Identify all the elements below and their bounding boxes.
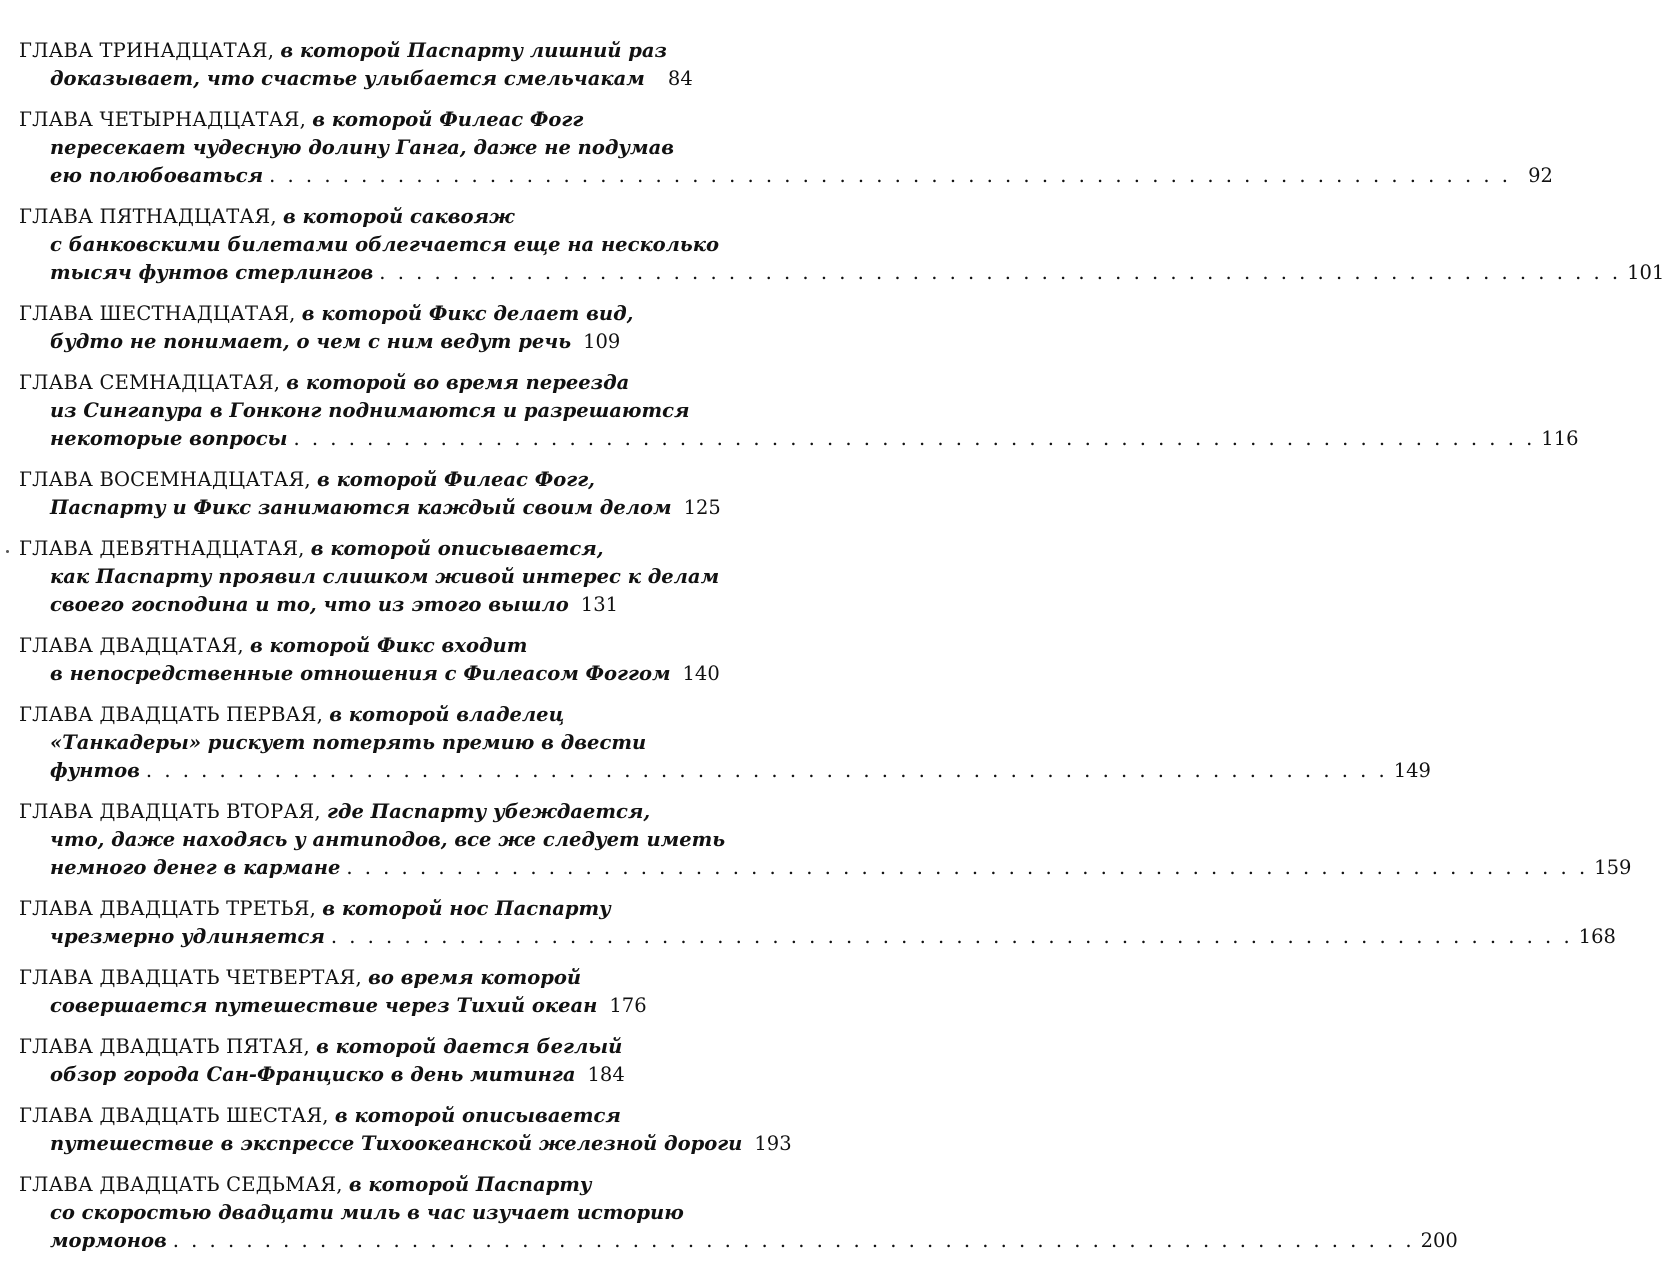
toc-line: [19, 425, 1579, 453]
toc-line: [19, 992, 647, 1020]
toc-line: [19, 964, 595, 992]
page-number: 92: [1528, 164, 1553, 187]
page-number: 101: [1627, 261, 1664, 284]
page-number: 109: [583, 330, 621, 353]
chapter-title: ГЛАВА СЕМНАДЦАТАЯ,: [19, 371, 281, 394]
chapter-title: ГЛАВА ДВАДЦАТЬ ПЯТАЯ,: [19, 1035, 310, 1058]
toc-line: [19, 563, 720, 591]
dot-leader: [269, 162, 1511, 190]
dot-leader: [294, 425, 1536, 453]
chapter-description: Паспарту и Фикс занимаются каждый своим делом: [50, 496, 672, 519]
chapter-title: ГЛАВА ДЕВЯТНАДЦАТАЯ,: [19, 537, 305, 560]
toc-line: [19, 895, 611, 923]
toc-entry: [19, 1033, 625, 1089]
chapter-title: ГЛАВА ДВАДЦАТЬ ТРЕТЬЯ,: [19, 897, 317, 920]
chapter-description: чрезмерно удлиняется: [50, 925, 325, 948]
page-number: 125: [683, 496, 721, 519]
toc-line: [19, 203, 595, 231]
chapter-description: как Паспарту проявил слишком живой интерес к делам: [50, 565, 720, 588]
toc-line: [19, 632, 595, 660]
chapter-title: ГЛАВА ДВАДЦАТЬ ПЕРВАЯ,: [19, 703, 323, 726]
toc-line: [19, 466, 595, 494]
chapter-title: ГЛАВА ВОСЕМНАДЦАТАЯ,: [19, 468, 311, 491]
toc-entry: [19, 203, 1664, 287]
chapter-description: в которой владелец: [329, 703, 565, 726]
toc-entry: [19, 300, 634, 356]
dot-leader: [379, 259, 1621, 287]
chapter-description: где Паспарту убеждается,: [326, 800, 651, 823]
chapter-title: ГЛАВА ТРИНАДЦАТАЯ,: [19, 39, 275, 62]
chapter-title: ГЛАВА ДВАДЦАТЬ ЧЕТВЕРТАЯ,: [19, 966, 362, 989]
chapter-description: совершается путешествие через Тихий океан: [50, 994, 598, 1017]
chapter-description: в которой во время переезда: [286, 371, 630, 394]
toc-line: [19, 1227, 1458, 1255]
chapter-title: ГЛАВА ДВАДЦАТЬ ШЕСТАЯ,: [19, 1104, 329, 1127]
table-of-contents: [19, 0, 1664, 1268]
chapter-description: в которой описывается,: [310, 537, 604, 560]
chapter-description: с банковскими билетами облегчается еще на несколько: [50, 233, 719, 256]
toc-line: [19, 37, 667, 65]
page-number: 176: [609, 994, 647, 1017]
page-number: 193: [754, 1132, 792, 1155]
toc-entry: [19, 37, 693, 93]
chapter-title: ГЛАВА ПЯТНАДЦАТАЯ,: [19, 205, 277, 228]
toc-line: [19, 231, 719, 259]
chapter-title: ГЛАВА ДВАДЦАТАЯ,: [19, 634, 244, 657]
page-number: 131: [580, 593, 619, 616]
chapter-description: в которой описывается: [334, 1104, 621, 1127]
toc-entry: [19, 895, 1616, 951]
toc-line: [19, 162, 1553, 190]
chapter-description: в которой Фикс делает вид,: [301, 302, 634, 325]
chapter-description: немного денег в кармане: [50, 856, 341, 879]
toc-line: [19, 923, 1616, 951]
toc-line: [19, 328, 621, 356]
chapter-description: из Сингапура в Гонконг поднимаются и разрешаются: [50, 399, 690, 422]
chapter-title: ГЛАВА ШЕСТНАДЦАТАЯ,: [19, 302, 296, 325]
chapter-description: доказывает, что счастье улыбается смельчакам: [50, 67, 645, 90]
toc-line: [19, 660, 720, 688]
chapter-description: тысяч фунтов стерлингов: [50, 261, 374, 284]
toc-line: [19, 535, 604, 563]
page-number: 168: [1578, 925, 1616, 948]
chapter-description: в непосредственные отношения с Филеасом Фоггом: [50, 662, 671, 685]
chapter-description: путешествие в экспрессе Тихоокеанской железной дороги: [50, 1132, 743, 1155]
dot-leader: [346, 854, 1588, 882]
page-number: 159: [1594, 856, 1632, 879]
toc-line: [19, 757, 1431, 785]
toc-line: [19, 1061, 625, 1089]
toc-entry: [19, 964, 647, 1020]
page-number: 116: [1541, 427, 1579, 450]
toc-line: [19, 397, 690, 425]
chapter-title: ГЛАВА ЧЕТЫРНАДЦАТАЯ,: [19, 108, 306, 131]
toc-line: [19, 1102, 621, 1130]
toc-line: [19, 798, 651, 826]
toc-line: [19, 826, 726, 854]
chapter-description: в которой дается беглый: [316, 1035, 623, 1058]
toc-line: [19, 1171, 595, 1199]
toc-entry: [19, 1171, 1458, 1255]
toc-line: [19, 134, 675, 162]
toc-entry: [19, 1102, 792, 1158]
toc-entry: [19, 632, 720, 688]
chapter-description: обзор города Сан-Франциско в день митинга: [50, 1063, 576, 1086]
chapter-title: ГЛАВА ДВАДЦАТЬ СЕДЬМАЯ,: [19, 1173, 343, 1196]
page-number: 84: [667, 67, 693, 90]
chapter-description: будто не понимает, о чем с ним ведут речь: [50, 330, 572, 353]
toc-line: [19, 701, 595, 729]
toc-line: [19, 1130, 792, 1158]
toc-line: [19, 65, 693, 93]
chapter-description: со скоростью двадцати миль в час изучает историю: [50, 1201, 684, 1224]
toc-entry: [19, 466, 721, 522]
toc-line: [19, 369, 630, 397]
chapter-description: что, даже находясь у антиподов, все же следует иметь: [50, 828, 726, 851]
dot-leader: [146, 757, 1388, 785]
toc-entry: [19, 106, 1553, 190]
page-number: 140: [682, 662, 720, 685]
chapter-description: своего господина и то, что из этого вышло: [50, 593, 569, 616]
print-speck: [6, 550, 9, 553]
chapter-description: в которой Паспарту лишний раз: [280, 39, 667, 62]
page-number: 200: [1420, 1229, 1458, 1252]
toc-line: [19, 106, 595, 134]
toc-line: [19, 729, 647, 757]
chapter-description: в которой Филеас Фогг: [312, 108, 584, 131]
chapter-description: ею полюбоваться: [50, 164, 264, 187]
toc-entry: [19, 701, 1431, 785]
chapter-description: в которой Филеас Фогг,: [317, 468, 595, 491]
page-number: 149: [1393, 759, 1431, 782]
toc-line: [19, 494, 721, 522]
chapter-description: в которой саквояж: [282, 205, 515, 228]
chapter-title: ГЛАВА ДВАДЦАТЬ ВТОРАЯ,: [19, 800, 321, 823]
dot-leader: [173, 1227, 1415, 1255]
toc-line: [19, 300, 634, 328]
toc-entry: [19, 369, 1579, 453]
chapter-description: пересекает чудесную долину Ганга, даже не подумав: [50, 136, 675, 159]
toc-line: [19, 259, 1664, 287]
chapter-description: в которой Фикс входит: [249, 634, 528, 657]
chapter-description: мормонов: [50, 1229, 167, 1252]
toc-line: [19, 591, 619, 619]
toc-line: [19, 1199, 684, 1227]
toc-entry: [19, 798, 1632, 882]
page-number: 184: [587, 1063, 625, 1086]
dot-leader: [331, 923, 1573, 951]
toc-line: [19, 854, 1632, 882]
chapter-description: некоторые вопросы: [50, 427, 288, 450]
chapter-description: в которой нос Паспарту: [322, 897, 611, 920]
toc-entry: [19, 535, 720, 619]
chapter-description: фунтов: [50, 759, 140, 782]
chapter-description: во время которой: [368, 966, 582, 989]
chapter-description: в которой Паспарту: [348, 1173, 592, 1196]
toc-line: [19, 1033, 623, 1061]
chapter-description: «Танкадеры» рискует потерять премию в двести: [50, 731, 647, 754]
